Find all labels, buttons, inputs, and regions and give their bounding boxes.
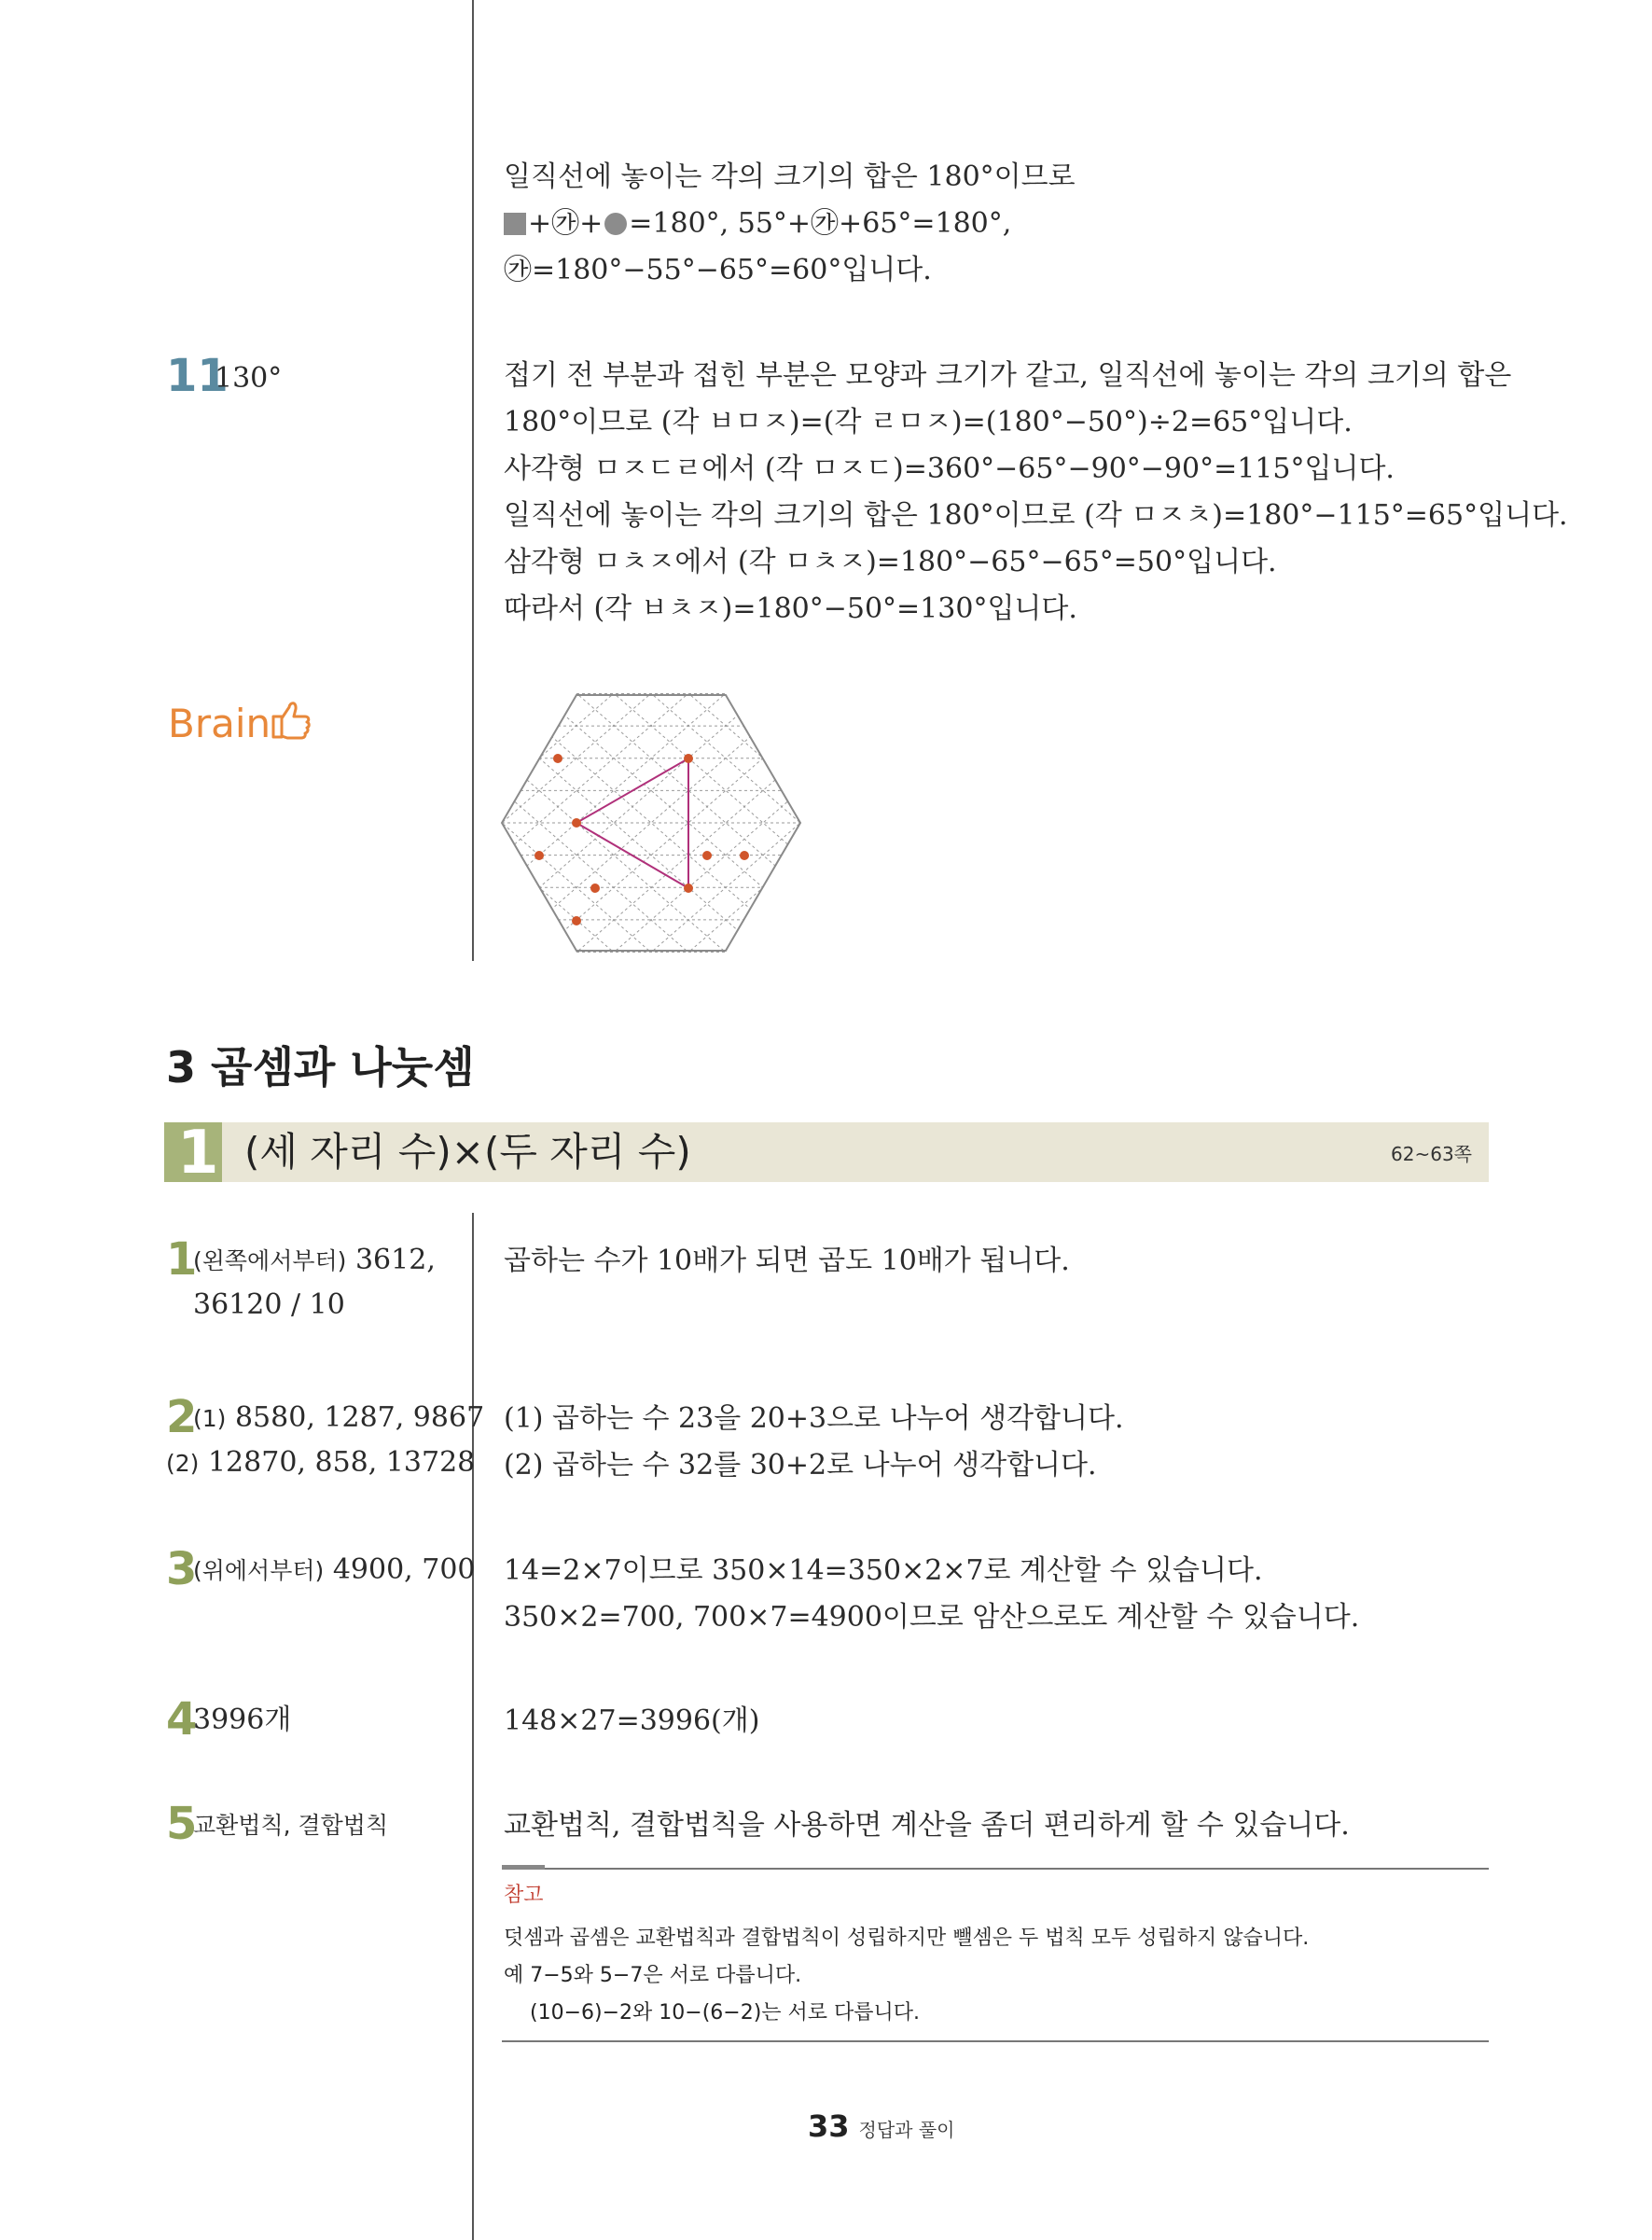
grid-line [591, 692, 807, 958]
question-number-5: 5 [166, 1798, 198, 1850]
grid-points [534, 754, 749, 925]
q11-line: 삼각형 ㅁㅊㅈ에서 (각 ㅁㅊㅈ)=180°−65°−65°=50°입니다. [504, 546, 1277, 578]
grid-point-dot [572, 818, 581, 828]
section-pages: 62~63쪽 [1391, 1143, 1472, 1165]
grid-line [517, 692, 807, 958]
chapter-title: 3 곱셈과 나눗셈 [166, 1042, 475, 1092]
question-1-answer-line2: 36120 / 10 [193, 1288, 345, 1321]
continuation-line-3: ㉮=180°−55°−65°=60°입니다. [504, 254, 932, 286]
grid-point-dot [534, 851, 544, 860]
question-1-answer: (왼쪽에서부터) 3612, [193, 1244, 436, 1276]
footer-label: 정답과 풀이 [858, 2119, 955, 2141]
grid-line [517, 692, 807, 958]
q11-line: 180°이므로 (각 ㅂㅁㅈ)=(각 ㄹㅁㅈ)=(180°−50°)÷2=65°입니다. [504, 406, 1353, 438]
question-2-answer-line2: (2) 12870, 858, 13728 [166, 1446, 476, 1479]
question-3-answer: (위에서부터) 4900, 700 [193, 1553, 476, 1586]
question-3-explanation: 350×2=700, 700×7=4900이므로 암산으로도 계산할 수 있습니다. [504, 1601, 1360, 1634]
grid-line [499, 692, 562, 958]
question-4-explanation: 148×27=3996(개) [504, 1704, 760, 1737]
question-number-3: 3 [166, 1543, 198, 1595]
grid-line [778, 692, 807, 958]
section-header-bar [164, 1119, 1489, 1188]
grid-line [666, 692, 807, 958]
note-line: 덧셈과 곱셈은 교환법칙과 결합법칙이 성립하지만 뺄셈은 두 법칙 모두 성립하지 않습니다. [504, 1927, 1310, 1950]
grid-point-dot [572, 916, 581, 925]
note-line: 예 7−5와 5−7은 서로 다릅니다. [504, 1964, 802, 1987]
column-divider-bottom [472, 1213, 474, 2240]
question-2-explanation: (2) 곱하는 수 32를 30+2로 나누어 생각합니다. [504, 1449, 1097, 1482]
grid-line [703, 692, 807, 958]
grid-point-dot [684, 883, 693, 893]
q11-line: 일직선에 놓이는 각의 크기의 합은 180°이므로 (각 ㅁㅈㅊ)=180°−115°=65°입니다. [504, 499, 1568, 532]
grid-line [554, 692, 807, 958]
grid-line [499, 692, 673, 958]
question-number-11: 11 [166, 350, 229, 402]
grid-line [629, 692, 807, 958]
question-1-explanation: 곱하는 수가 10배가 되면 곱도 10배가 됩니다. [504, 1245, 1070, 1277]
grid-point-dot [553, 754, 562, 763]
grid-line [499, 692, 562, 958]
page-number: 33 [808, 2108, 850, 2144]
q11-line: 사각형 ㅁㅈㄷㄹ에서 (각 ㅁㅈㄷ)=360°−65°−90°−90°=115°입니다. [504, 452, 1395, 485]
page-footer [808, 2108, 955, 2144]
note-accent-bar [502, 1865, 545, 1870]
question-11-answer: 130° [215, 362, 283, 395]
grid-point-dot [590, 883, 600, 893]
q11-line: 접기 전 부분과 접힌 부분은 모양과 크기가 같고, 일직선에 놓이는 각의 크기의 합은 [504, 359, 1512, 392]
grid-point-dot [684, 754, 693, 763]
question-4-answer: 3996개 [193, 1704, 292, 1736]
triangle-grid [499, 692, 807, 958]
continuation-line-1: 일직선에 놓이는 각의 크기의 합은 180°이므로 [504, 160, 1076, 193]
continuation-line-2: +㉮+ =180°, 55°+㉮+65°=180°, [504, 201, 1011, 247]
grid-line [629, 692, 807, 958]
grid-line [741, 692, 807, 958]
question-3-explanation: 14=2×7이므로 350×14=350×2×7로 계산할 수 있습니다. [504, 1554, 1263, 1587]
section-badge: 1 [164, 1122, 222, 1182]
grid-line [778, 692, 807, 958]
grid-line [499, 692, 711, 958]
reference-note-box [502, 1868, 1489, 2042]
question-number-4: 4 [166, 1693, 198, 1746]
thumbs-up-icon [271, 698, 312, 741]
question-5-explanation: 교환법칙, 결합법칙을 사용하면 계산을 좀더 편리하게 할 수 있습니다. [504, 1809, 1350, 1842]
grid-line [666, 692, 807, 958]
brain-label: Brain [168, 698, 312, 746]
grid-line [499, 692, 711, 958]
grid-point-dot [702, 851, 712, 860]
note-line: (10−6)−2와 10−(6−2)는 서로 다릅니다. [530, 2001, 921, 2024]
question-2-answer: (1) 8580, 1287, 9867 [193, 1401, 485, 1434]
grid-line [554, 692, 807, 958]
grid-line [703, 692, 807, 958]
question-2-explanation: (1) 곱하는 수 23을 20+3으로 나누어 생각합니다. [504, 1402, 1124, 1435]
grid-line [591, 692, 807, 958]
square-symbol-icon [504, 213, 526, 235]
section-title: (세 자리 수)×(두 자리 수) [244, 1129, 691, 1175]
grid-diagonals [499, 692, 807, 958]
hexagon-grid-figure [499, 692, 807, 958]
note-title: 참고 [504, 1884, 544, 1907]
question-number-2: 2 [166, 1391, 198, 1443]
grid-point-dot [740, 851, 749, 860]
q11-line: 따라서 (각 ㅂㅊㅈ)=180°−50°=130°입니다. [504, 592, 1077, 625]
question-number-1: 1 [166, 1233, 198, 1286]
question-5-answer: 교환법칙, 결합법칙 [193, 1812, 389, 1839]
grid-line [741, 692, 807, 958]
column-divider-top [472, 0, 474, 961]
circle-symbol-icon [604, 213, 627, 235]
grid-line [499, 692, 673, 958]
